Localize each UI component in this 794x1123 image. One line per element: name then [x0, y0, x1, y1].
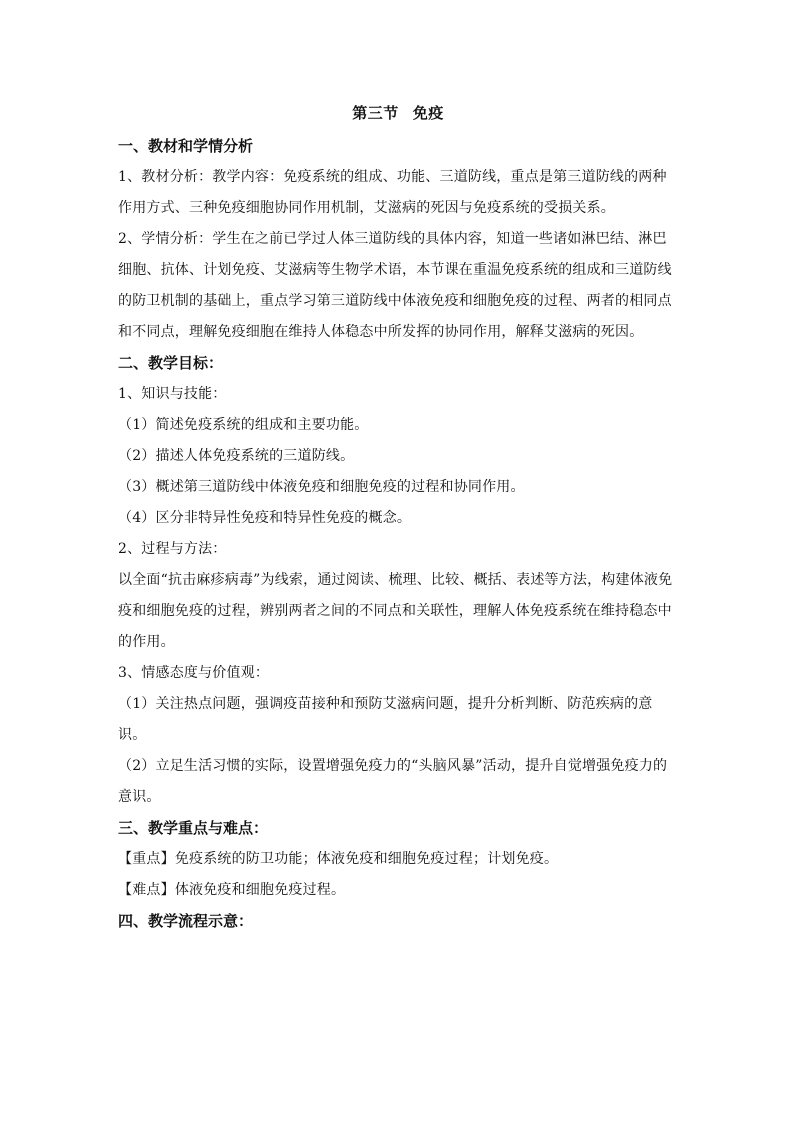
section-1-heading: 一、教材和学情分析: [118, 137, 254, 155]
key-point-line: [118, 844, 678, 875]
difficulty-line: [118, 875, 678, 906]
document-title-section: 第三节: [352, 104, 399, 122]
knowledge-item-4: （4）区分非特异性免疫和特异性免疫的概念。: [118, 510, 412, 526]
section-3-heading: 三、教学重点与难点：: [118, 819, 269, 837]
knowledge-skills-title: 1、知识与技能：: [118, 386, 227, 402]
process-method-title: 2、过程与方法：: [118, 541, 227, 557]
values-item-1: （1）关注热点问题，强调疫苗接种和预防艾滋病问题，提升分析判断、防范疾病的意识。: [118, 696, 653, 743]
difficulty-text: 体液免疫和细胞免疫过程。: [174, 882, 346, 898]
textbook-analysis-paragraph: 1、教材分析：教学内容：免疫系统的组成、功能、三道防线，重点是第三道防线的两种作用方式、三种免疫细胞协同作用机制，艾滋病的死因与免疫系统的受损关系。: [118, 169, 667, 216]
knowledge-item-3: （3）概述第三道防线中体液免疫和细胞免疫的过程和协同作用。: [118, 479, 525, 495]
key-point-tag: 【重点】: [118, 851, 175, 867]
difficulty-tag: 【难点】: [118, 882, 175, 898]
student-analysis-paragraph: 2、学情分析：学生在之前已学过人体三道防线的具体内容，知道一些诸如淋巴结、淋巴细胞、抗体、计划免疫、艾滋病等生物学术语，本节课在重温免疫系统的组成和三道防线的防卫机制的基础上，重点学习第三道防线中体液免疫和细胞免疫的过程、两者的相同点和不同点，理解免疫细胞在维持人体稳态中所发挥的协同作用，解释艾滋病的死因。: [118, 231, 672, 340]
knowledge-item-1: （1）简述免疫系统的组成和主要功能。: [118, 417, 369, 433]
section-4-heading: 四、教学流程示意：: [118, 912, 254, 930]
key-point-text: 免疫系统的防卫功能；体液免疫和细胞免疫过程；计划免疫。: [174, 851, 559, 867]
document-page: [118, 100, 678, 937]
document-title: [118, 100, 678, 127]
knowledge-item-2: （2）描述人体免疫系统的三道防线。: [118, 448, 355, 464]
document-title-topic: 免疫: [412, 104, 444, 122]
section-2-heading: 二、教学目标：: [118, 354, 224, 372]
values-title: 3、情感态度与价值观：: [118, 665, 270, 681]
process-method-paragraph: 以全面“抗击麻疹病毒”为线索，通过阅读、梳理、比较、概括、表述等方法，构建体液免疫和细胞免疫的过程，辨别两者之间的不同点和关联性，理解人体免疫系统在维持稳态中的作用。: [118, 572, 673, 650]
values-item-2: （2）立足生活习惯的实际，设置增强免疫力的“头脑风暴”活动，提升自觉增强免疫力的意识。: [118, 758, 668, 805]
